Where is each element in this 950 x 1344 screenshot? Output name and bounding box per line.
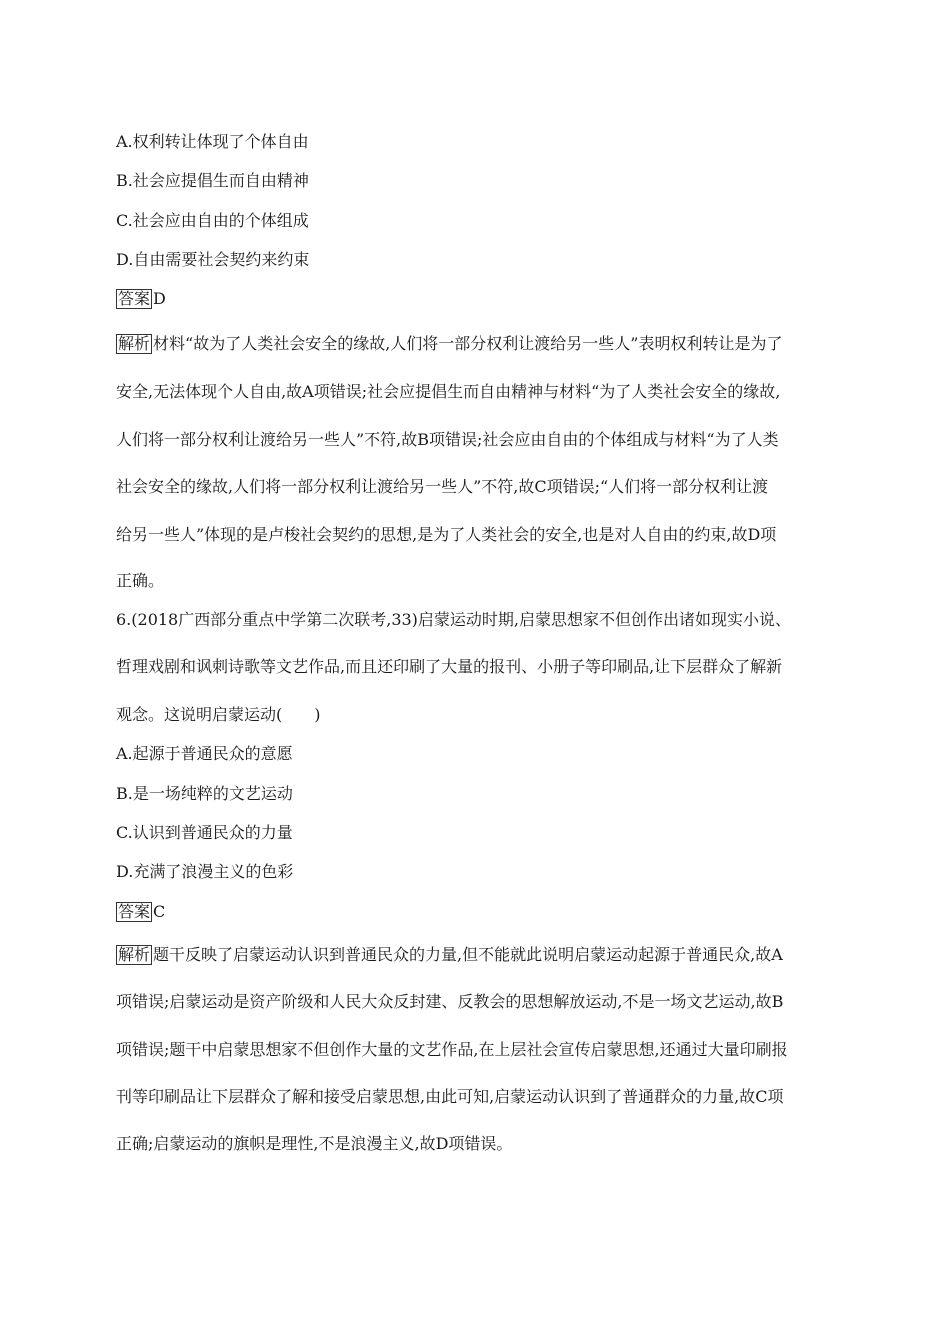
- q5-analysis-line: 人们将一部分权利让渡给另一些人”不符,故B项错误;社会应由自由的个体组成与材料“为了人类: [116, 430, 779, 449]
- analysis-tag: 解析: [118, 334, 151, 353]
- answer-value: D: [153, 289, 166, 308]
- q6-option-a: A.起源于普通民众的意愿: [116, 744, 293, 763]
- analysis-text: 题干反映了启蒙运动认识到普通民众的力量,但不能就此说明启蒙运动起源于普通民众,故A: [153, 945, 783, 964]
- q6-analysis-line: 刊等印刷品让下层群众了解和接受启蒙思想,由此可知,启蒙运动认识到了普通群众的力量,故C项: [116, 1087, 784, 1106]
- q6-analysis-line: 项错误;启蒙运动是资产阶级和人民大众反封建、反教会的思想解放运动,不是一场文艺运动,故B: [116, 992, 784, 1011]
- q6-analysis-line: 正确;启蒙运动的旗帜是理性,不是浪漫主义,故D项错误。: [116, 1134, 513, 1153]
- q6-option-b: B.是一场纯粹的文艺运动: [116, 784, 293, 803]
- q6-answer: [116, 902, 165, 922]
- q5-answer: [116, 289, 166, 309]
- answer-tag: 答案: [118, 902, 151, 921]
- q6-option-d: D.充满了浪漫主义的色彩: [116, 862, 294, 881]
- q5-option-d: D.自由需要社会契约来约束: [116, 250, 310, 269]
- q5-analysis-line: 安全,无法体现个人自由,故A项错误;社会应提倡生而自由精神与材料“为了人类社会安全的缘故,: [116, 382, 781, 401]
- q6-stem-line: 观念。这说明启蒙运动( ): [116, 705, 321, 724]
- q5-option-b: B.社会应提倡生而自由精神: [116, 171, 309, 190]
- q5-analysis-line: 正确。: [116, 571, 165, 590]
- analysis-tag: 解析: [118, 945, 151, 964]
- q6-option-c: C.认识到普通民众的力量: [116, 823, 293, 842]
- q6-stem-line: 哲理戏剧和讽刺诗歌等文艺作品,而且还印刷了大量的报刊、小册子等印刷品,让下层群众了解新: [116, 657, 783, 676]
- analysis-text: 材料“故为了人类社会安全的缘故,人们将一部分权利让渡给另一些人”表明权利转让是为了: [153, 334, 783, 353]
- answer-value: C: [153, 902, 166, 921]
- q5-analysis-line: 给另一些人”体现的是卢梭社会契约的思想,是为了人类社会的安全,也是对人自由的约束,故D项: [116, 525, 777, 544]
- q5-analysis-line: [116, 334, 782, 354]
- answer-tag: 答案: [118, 289, 151, 308]
- q6-analysis-line: [116, 945, 783, 965]
- q5-option-a: A.权利转让体现了个体自由: [116, 132, 309, 151]
- q5-option-c: C.社会应由自由的个体组成: [116, 211, 309, 230]
- q6-stem-line: 6.(2018广西部分重点中学第二次联考,33)启蒙运动时期,启蒙思想家不但创作出诸如现实小说、: [116, 610, 792, 629]
- q5-analysis-line: 社会安全的缘故,人们将一部分权利让渡给另一些人”不符,故C项错误;“人们将一部分权利让渡: [116, 477, 769, 496]
- q6-analysis-line: 项错误;题干中启蒙思想家不但创作大量的文艺作品,在上层社会宣传启蒙思想,还通过大量印刷报: [116, 1040, 788, 1059]
